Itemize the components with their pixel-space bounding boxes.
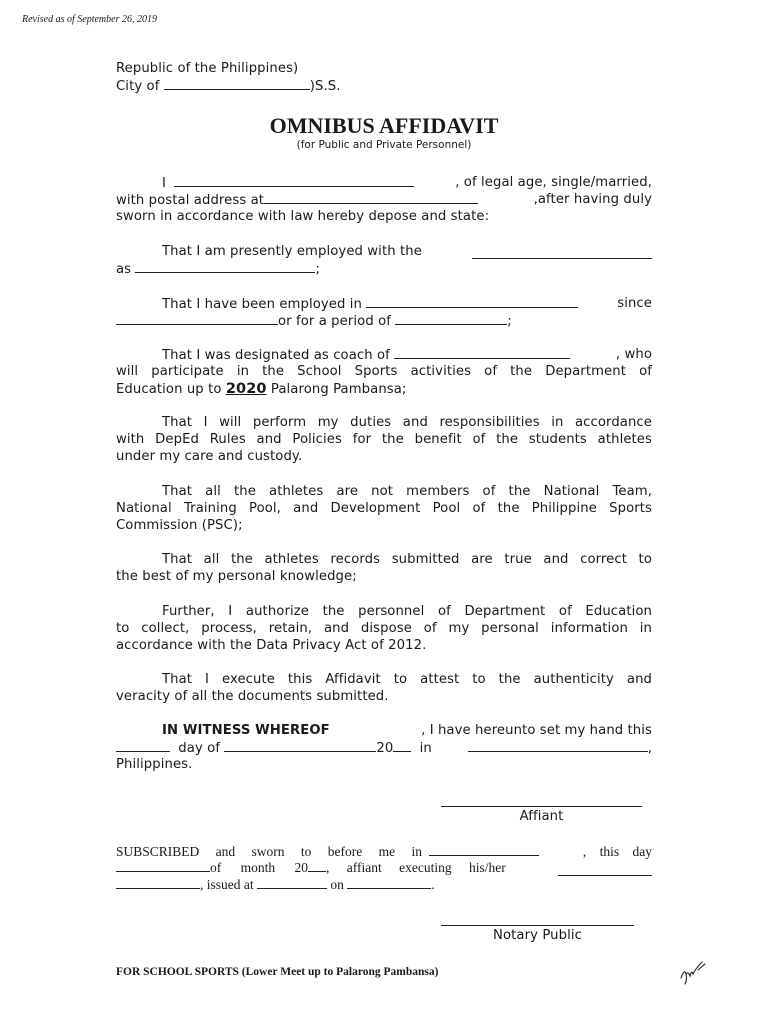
address-blank <box>264 192 478 204</box>
p8-line2: to collect, process, retain, and dispose of my personal information in <box>116 621 652 636</box>
footer-note: FOR SCHOOL SPORTS (Lower Meet up to Palarong Pambansa) <box>116 966 439 978</box>
jurat-affiant-executing: , affiant executing his/her <box>326 860 506 875</box>
p10-line2 <box>116 740 652 756</box>
p1-i: I <box>162 176 166 191</box>
p1-postal: with postal address at <box>116 193 265 208</box>
p2-employed: That I am presently employed with the <box>162 244 422 259</box>
notary-label: Notary Public <box>493 928 582 943</box>
city-suffix: )S.S. <box>309 79 341 94</box>
p4-palarong: Palarong Pambansa; <box>270 382 407 397</box>
city-label: City of <box>116 79 160 94</box>
jurat-day-blank <box>116 860 210 872</box>
period-blank <box>395 313 507 325</box>
p1-line3: sworn in accordance with law hereby depose and state: <box>116 209 490 224</box>
employer-blank <box>472 247 652 259</box>
p10-line1 <box>116 723 652 738</box>
p1-after: ,after having duly <box>533 192 652 207</box>
document-subtitle: (for Public and Private Personnel) <box>296 139 472 151</box>
p9-line2: veracity of all the documents submitted. <box>116 689 389 704</box>
p4-who: , who <box>615 347 652 362</box>
p2-as: as <box>116 262 132 277</box>
revision-note: Revised as of September 26, 2019 <box>22 14 157 25</box>
p3-line2 <box>116 313 512 329</box>
p3-semicolon: ; <box>507 314 512 329</box>
p4-line1 <box>116 347 652 363</box>
p5-line3: under my care and custody. <box>116 449 303 464</box>
p3-employed-in: That I have been employed in <box>162 297 363 312</box>
p1-legal-age: , of legal age, single/married, <box>455 175 652 190</box>
p3-line1 <box>116 296 652 312</box>
position-blank <box>135 261 315 273</box>
p1-line1 <box>116 175 652 191</box>
day-blank <box>116 740 170 752</box>
handwritten-initials <box>678 958 708 986</box>
month-blank <box>224 740 376 752</box>
p8-line3: accordance with the Data Privacy Act of 2012. <box>116 638 427 653</box>
jurat-line3 <box>116 877 435 893</box>
p4-education: Education up to <box>116 382 222 397</box>
p10-in: in <box>419 741 432 756</box>
p5-line1: That I will perform my duties and responsibilities in accordance <box>162 415 652 430</box>
jurat-date-blank <box>347 877 431 889</box>
city-line <box>116 78 341 94</box>
p1-line2 <box>116 192 652 208</box>
jurat-place-blank <box>429 844 539 856</box>
p8-line1: Further, I authorize the personnel of Department of Education <box>162 604 652 619</box>
jurat-id-blank <box>558 864 652 876</box>
jurat-issued-place-blank <box>257 877 327 889</box>
republic-text: Republic of the Philippines) <box>116 61 299 76</box>
p10-dayof: day of <box>178 741 221 756</box>
jurat-line2 <box>116 860 652 876</box>
p5-line2: with DepEd Rules and Policies for the benefit of the students athletes <box>116 432 652 447</box>
name-blank <box>174 175 414 187</box>
p2-semicolon: ; <box>315 262 320 277</box>
since-blank <box>116 313 278 325</box>
jurat-id-number-blank <box>116 877 200 889</box>
place-blank <box>468 740 648 752</box>
republic-line <box>116 61 298 76</box>
coach-blank <box>394 347 570 359</box>
jurat-on: on <box>330 877 344 892</box>
year-blank <box>393 740 411 752</box>
p6-line2: National Training Pool, and Development Pool of the Philippine Sports <box>116 501 652 516</box>
jurat-year-blank <box>308 860 326 872</box>
p3-period: or for a period of <box>278 314 391 329</box>
affiant-label: Affiant <box>519 809 564 824</box>
affiant-signature-line <box>441 806 642 807</box>
jurat-this-day: , this day <box>582 844 652 859</box>
p9-line1: That I execute this Affidavit to attest to the authenticity and <box>162 672 652 687</box>
p4-coach: That I was designated as coach of <box>162 348 390 363</box>
p2-line1 <box>116 244 652 259</box>
p10-line3: Philippines. <box>116 757 193 772</box>
p10-comma: , <box>647 741 652 756</box>
employed-in-blank <box>366 296 578 308</box>
year-2020: 2020 <box>225 381 267 397</box>
p10-year-prefix: 20 <box>376 741 394 756</box>
jurat-period: . <box>431 877 435 892</box>
notary-signature-line <box>441 925 634 926</box>
jurat-issued-at: , issued at <box>200 877 254 892</box>
p6-line3: Commission (PSC); <box>116 518 243 533</box>
p7-line2: the best of my personal knowledge; <box>116 569 357 584</box>
p7-line1: That all the athletes records submitted are true and correct to <box>162 552 652 567</box>
p10-hereunto: , I have hereunto set my hand this <box>421 723 652 738</box>
p3-since: since <box>617 296 652 311</box>
p4-line2: will participate in the School Sports activities of the Department of <box>116 364 652 379</box>
jurat-line1 <box>116 844 652 860</box>
document-title: OMNIBUS AFFIDAVIT <box>269 113 499 138</box>
p4-line3 <box>116 381 406 397</box>
p6-line1: That all the athletes are not members of the National Team, <box>162 484 652 499</box>
city-blank <box>164 78 310 90</box>
jurat-subscribed: SUBSCRIBED and sworn to before me in <box>116 844 422 859</box>
jurat-month: of month 20 <box>210 860 308 875</box>
witness-whereof: IN WITNESS WHEREOF <box>162 723 330 738</box>
p2-line2 <box>116 261 320 277</box>
